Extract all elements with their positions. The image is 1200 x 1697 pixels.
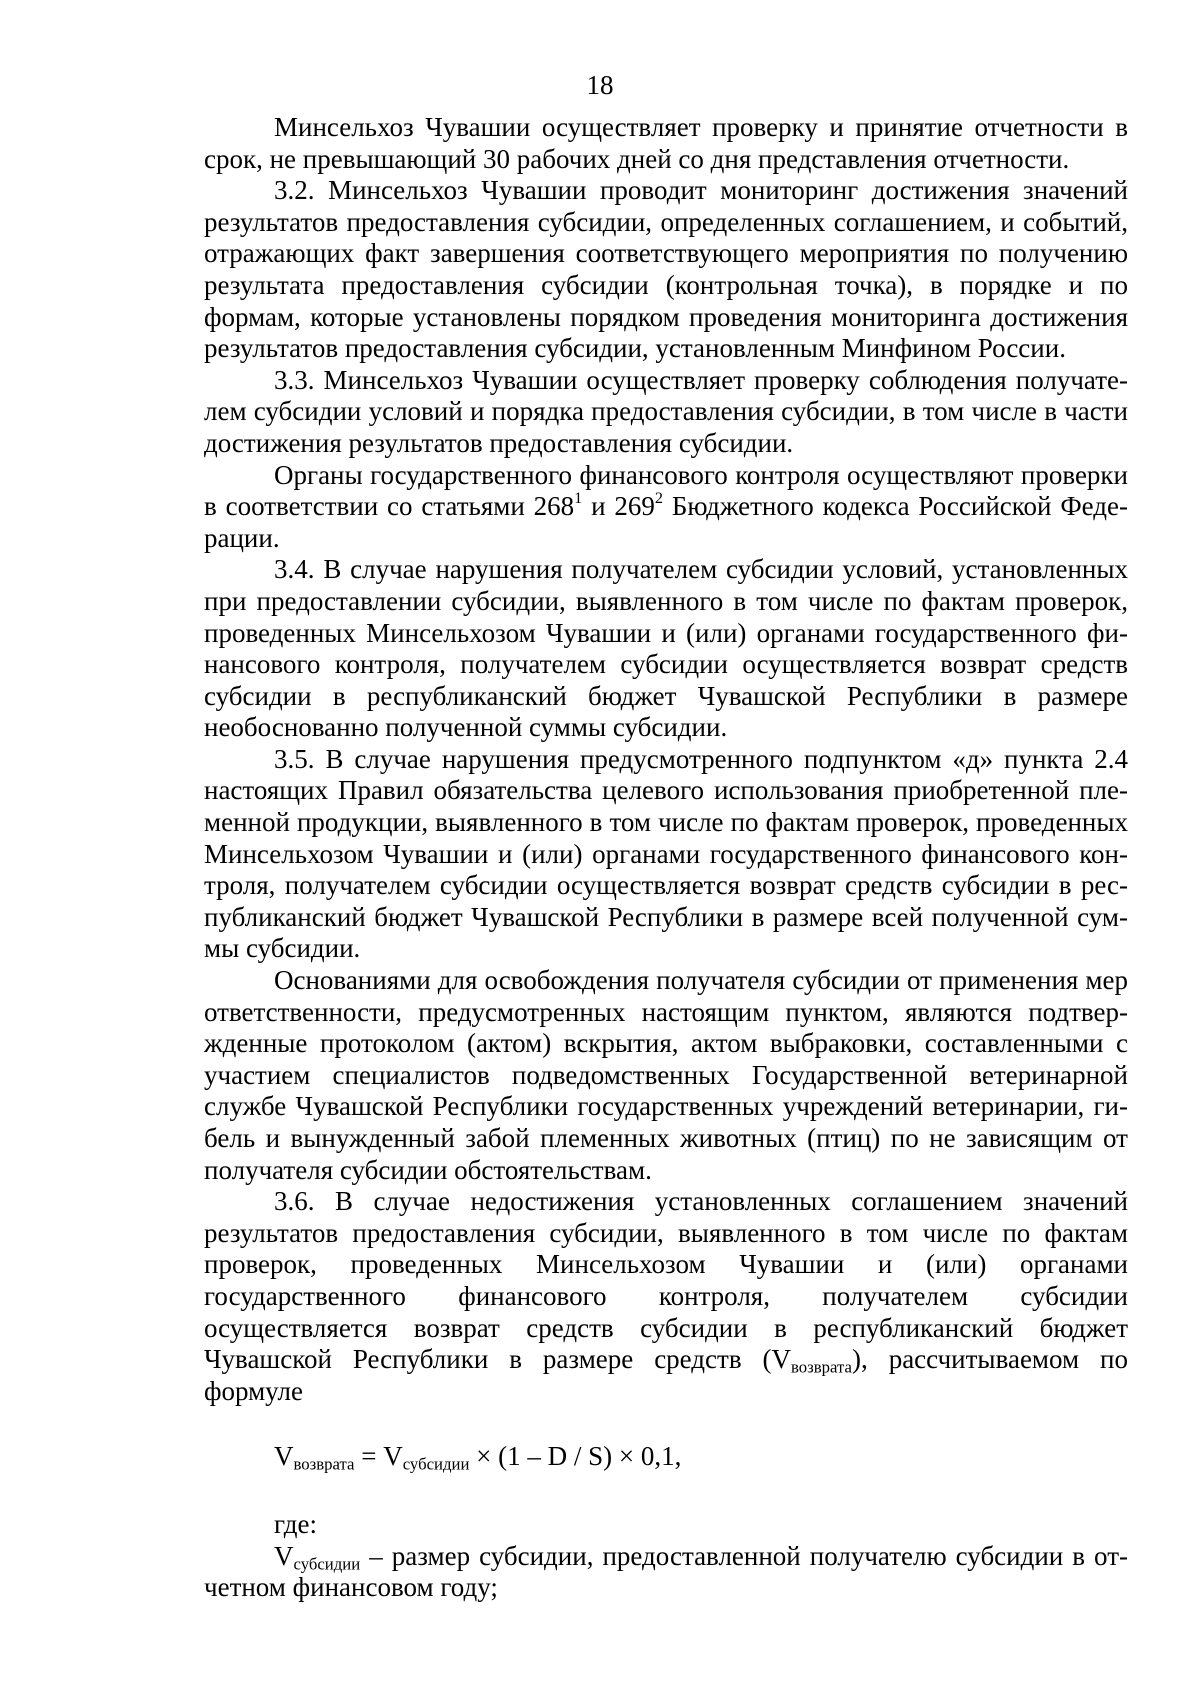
- formula-expression: × (1 – D / S) × 0,1,: [469, 1441, 682, 1472]
- paragraph-3-4: 3.4. В случае нарушения получателем субсидии условий, установленных при предоставлении субсидии, выявленного в том числе по фактам проверок, проведенных Минсельхозом Чувашии и (или) органами государственного финансового контроля, получателем субсидии осуществляется возврат средств субсидии в республиканский бюджет Чувашской Республики в размере необоснованно полученной суммы субсидии.: [204, 554, 1128, 743]
- paragraph-3-6: [204, 1186, 1128, 1407]
- definition-text: – размер субсидии, предоставленной получателю субсидии в отчетном финансовом году;: [204, 1540, 1128, 1603]
- refund-formula: [204, 1441, 1128, 1473]
- formula-equals: = V: [354, 1441, 403, 1472]
- subscript: возврата: [791, 1357, 852, 1377]
- text-run: Органы государственного финансового контроля осуществляют проверки в соответствии со статьями 268: [204, 459, 1128, 522]
- document-body: [204, 112, 1128, 1604]
- paragraph-report-check: Минсельхоз Чувашии осуществляет проверку и принятие отчетности в срок, не превышающий 30 рабочих дней со дня представления отчетности.: [204, 112, 1128, 174]
- formula-variable: V: [274, 1441, 294, 1472]
- paragraph-3-2: 3.2. Минсельхоз Чувашии проводит мониторинг достижения значений результатов предоставления субсидии, определенных соглашением, и событий, отражающих факт завершения соответствующего мероприятия по получению результата предоставления субсидии (контрольная точка), в порядке и по формам, которые установлены порядком проведения мониторинга достижения результатов предоставления субсидии, установленным Минфином России.: [204, 175, 1128, 364]
- paragraph-3-3: 3.3. Минсельхоз Чувашии осуществляет проверку соблюдения получателем субсидии условий и порядка предоставления субсидии, в том числе в части достижения результатов предоставления субсидии.: [204, 364, 1128, 458]
- where-label: где:: [274, 1508, 317, 1539]
- text-run: 3.6. В случае недостижения установленных соглашением значений результатов предоставления субсидии, выявленного в том числе по фактам проверок, проведенных Минсельхозом Чувашии и (или) органами государственного финансового контроля, получателем субсидии осуществляется возврат средств субсидии в республиканский бюджет Чувашской Республики в размере средств (V: [204, 1186, 1128, 1375]
- definition-variable: V: [274, 1540, 294, 1571]
- text-run: и 269: [582, 491, 655, 522]
- paragraph-3-5: 3.5. В случае нарушения предусмотренного подпунктом «д» пункта 2.4 настоящих Правил обязательства целевого использования приобретенной племенной продукции, выявленного в том числе по фактам проверок, проведенных Минсельхозом Чувашии и (или) органами государственного финансового контроля, получателем субсидии осуществляется возврат средств субсидии в республиканский бюджет Чувашской Республики в размере всей полученной суммы субсидии.: [204, 743, 1128, 964]
- superscript: 2: [654, 488, 663, 507]
- subscript: субсидии: [402, 1455, 470, 1475]
- text-run: Бюджетного кодекса Российской Федерации.: [204, 491, 1128, 553]
- paragraph-liability-exemption: Основаниями для освобождения получателя субсидии от применения мер ответственности, предусмотренных настоящим пунктом, являются подтвержденные протоколом (актом) вскрытия, актом выбраковки, составленными с участием специалистов подведомственных Государственной ветеринарной службе Чувашской Республики государственных учреждений ветеринарии, гибель и вынужденный забой племенных животных (птиц) по не зависящим от получателя субсидии обстоятельствам.: [204, 965, 1128, 1185]
- definition-v-subsidy: [204, 1541, 1128, 1604]
- superscript: 1: [574, 488, 583, 507]
- text-run: ), рассчитываемом по формуле: [204, 1344, 1128, 1406]
- subscript: субсидии: [293, 1554, 361, 1574]
- subscript: возврата: [293, 1455, 355, 1475]
- page-number: 18: [586, 70, 614, 100]
- paragraph-financial-control: [204, 460, 1128, 555]
